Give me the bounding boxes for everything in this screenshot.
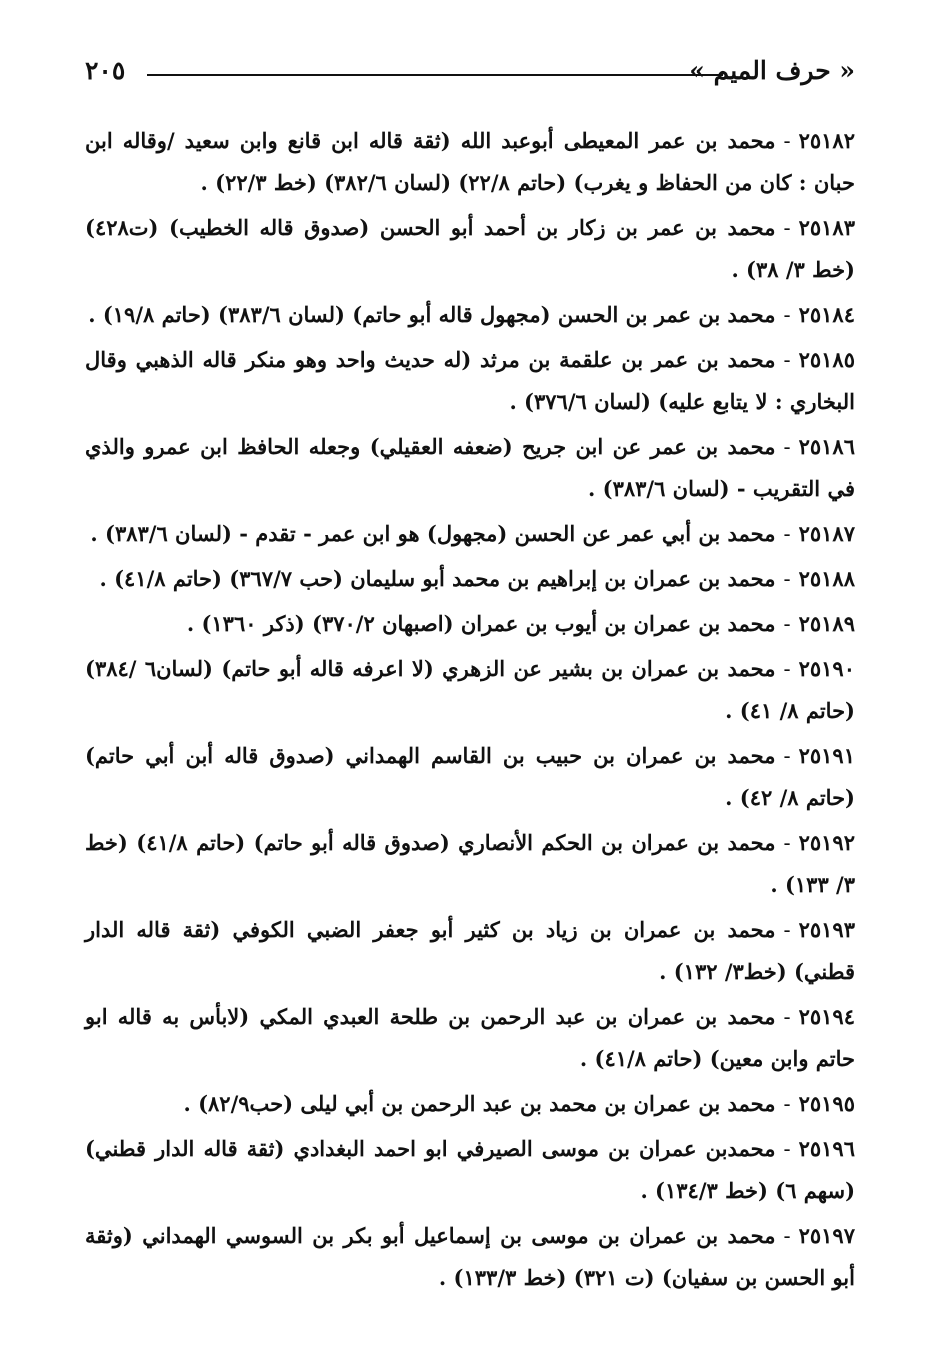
entry-number: ٢٥١٩٧ [798, 1223, 855, 1248]
entry-item [85, 822, 855, 906]
entry-number: ٢٥١٩٦ [798, 1136, 855, 1161]
entry-text: محمد بن عمر المعيطى أبوعبد الله (ثقة قاله ابن قانع وابن سعيد /وقاله ابن حبان : كان من الحفاظ و يغرب) (حاتم ٢٢/٨) (لسان ٣٨٢/٦) (خط ٢٢/٣) . [85, 128, 855, 195]
entry-item [85, 513, 855, 555]
entry-item [85, 120, 855, 204]
entry-number: ٢٥١٩٢ [798, 830, 855, 855]
entry-number: ٢٥١٨٩ [798, 611, 855, 636]
entry-text: محمد بن عمران بن حبيب بن القاسم الهمداني (صدوق قاله أبن أبي حاتم) (حاتم ٨/ ٤٢) . [85, 743, 855, 810]
entry-number: ٢٥١٨٢ [798, 128, 855, 153]
page-number: ٢٠٥ [85, 56, 126, 85]
entry-item [85, 426, 855, 510]
entry-item [85, 294, 855, 336]
entry-dash: - [783, 657, 791, 681]
header-rule [147, 74, 723, 76]
entry-text: محمد بن عمران بن موسى بن إسماعيل أبو بكر بن السوسي الهمداني (وثقة أبو الحسن بن سفيان) (ت ٣٢١) (خط ١٣٣/٣) . [85, 1223, 855, 1290]
entry-text: محمد بن عمران بن محمد بن عبد الرحمن بن أبي ليلى (حب٨٢/٩) . [183, 1091, 776, 1116]
entry-text: محمد بن عمران بن أيوب بن عمران (اصبهان ٣٧٠/٢) (ذكر ١٣٦٠) . [186, 611, 776, 636]
entry-text: محمد بن عمر بن الحسن (مجهول قاله أبو حاتم) (لسان ٣٨٣/٦) (حاتم ١٩/٨) . [88, 302, 776, 327]
entry-text: محمد بن عمران بن زياد بن كثير أبو جعفر الضبي الكوفي (ثقة قاله الدار قطني) (خط٣/ ١٣٢) . [85, 917, 855, 984]
entry-dash: - [783, 918, 791, 942]
entry-number: ٢٥١٩١ [798, 743, 855, 768]
entry-text: محمد بن عمر عن ابن جريح (ضعفه العقيلي) وجعله الحافظ ابن عمرو والذي في التقريب - (لسان ٣٨٣/٦) . [85, 434, 855, 501]
entry-dash: - [783, 1224, 791, 1248]
entry-item [85, 1215, 855, 1299]
entry-item [85, 1083, 855, 1125]
entry-item [85, 558, 855, 600]
entry-number: ٢٥١٨٧ [798, 521, 855, 546]
entry-number: ٢٥١٨٣ [798, 215, 855, 240]
entry-number: ٢٥١٨٤ [798, 302, 855, 327]
entry-number: ٢٥١٩٤ [798, 1004, 855, 1029]
entry-dash: - [783, 1092, 791, 1116]
entry-item [85, 996, 855, 1080]
entry-dash: - [783, 303, 791, 327]
entry-text: محمد بن عمران بن الحكم الأنصاري (صدوق قاله أبو حاتم) (حاتم ٤١/٨) (خط ٣/ ١٣٣) . [85, 830, 855, 897]
entry-item [85, 339, 855, 423]
entry-item [85, 1128, 855, 1212]
entry-item [85, 648, 855, 732]
entry-dash: - [783, 744, 791, 768]
entry-text: محمد بن عمران بن إبراهيم بن محمد أبو سليمان (حب ٣٦٧/٧) (حاتم ٤١/٨) . [99, 566, 776, 591]
entry-text: محمد بن عمر بن علقمة بن مرثد (له حديث واحد وهو منكر قاله الذهبي وقال البخاري : لا يتابع عليه) (لسان ٣٧٦/٦) . [85, 347, 855, 414]
entry-dash: - [783, 1005, 791, 1029]
entry-item [85, 207, 855, 291]
entry-number: ٢٥١٨٦ [798, 434, 855, 459]
entry-text: محمد بن عمران بن عبد الرحمن بن طلحة العبدي المكي (لابأس به قاله ابو حاتم وابن معين) (حاتم ٤١/٨) . [85, 1004, 855, 1071]
entry-text: محمدبن عمران بن موسى الصيرفي ابو احمد البغدادي (ثقة قاله الدار قطني) (سهم ٦) (خط ١٣٤/٣) . [85, 1136, 855, 1203]
entry-dash: - [783, 435, 791, 459]
entry-dash: - [783, 216, 791, 240]
entry-number: ٢٥١٩٣ [798, 917, 855, 942]
entry-dash: - [783, 522, 791, 546]
entry-dash: - [783, 831, 791, 855]
entry-dash: - [783, 612, 791, 636]
entry-dash: - [783, 1137, 791, 1161]
entry-number: ٢٥١٨٨ [798, 566, 855, 591]
section-title: « حرف الميم » [689, 56, 855, 85]
entry-text: محمد بن أبي عمر عن الحسن (مجهول) هو ابن عمر - تقدم - (لسان ٣٨٣/٦) . [90, 521, 776, 546]
entry-number: ٢٥١٩٠ [798, 656, 855, 681]
entry-number: ٢٥١٩٥ [798, 1091, 855, 1116]
entry-dash: - [783, 348, 791, 372]
entry-text: محمد بن عمر بن زكار بن أحمد أبو الحسن (صدوق قاله الخطيب) (ت٤٢٨) (خط ٣/ ٣٨) . [85, 215, 855, 282]
entry-text: محمد بن عمران بن بشير عن الزهري (لا اعرفه قاله أبو حاتم) (لسان٦ /٣٨٤) (حاتم ٨/ ٤١) . [85, 656, 855, 723]
entry-dash: - [783, 567, 791, 591]
entries-list [85, 120, 855, 1302]
entry-number: ٢٥١٨٥ [798, 347, 855, 372]
entry-item [85, 735, 855, 819]
page-header [85, 52, 855, 96]
entry-item [85, 603, 855, 645]
entry-dash: - [783, 129, 791, 153]
entry-item [85, 909, 855, 993]
